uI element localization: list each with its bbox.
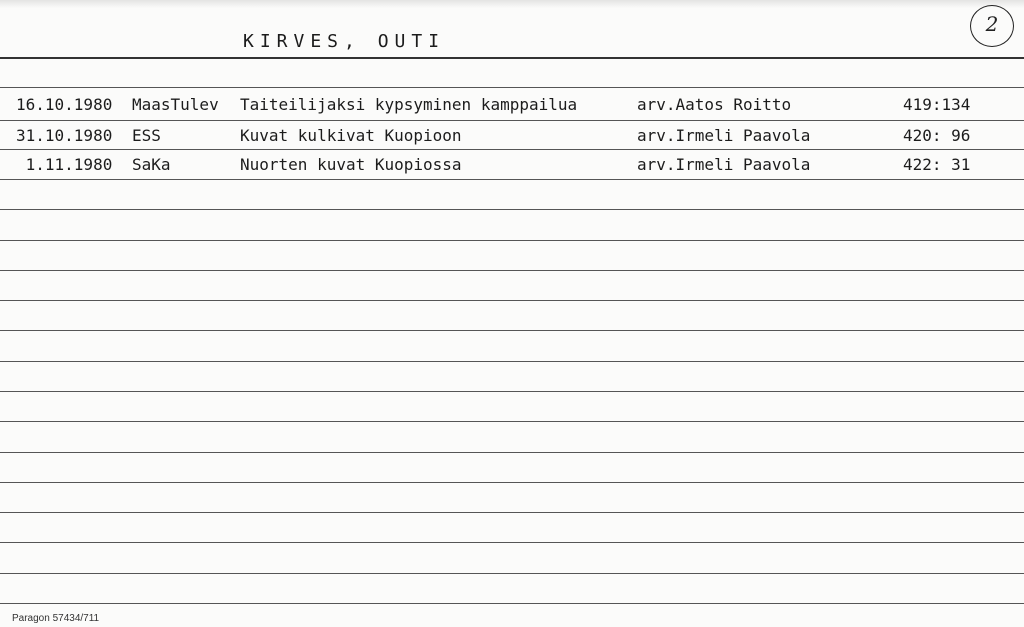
entry-reference: 422: 31 bbox=[903, 155, 971, 174]
ruled-line bbox=[0, 87, 1024, 88]
ruled-line bbox=[0, 270, 1024, 271]
page-number: 2 bbox=[985, 12, 999, 36]
entry-publication: ESS bbox=[132, 126, 161, 145]
ruled-line bbox=[0, 300, 1024, 301]
entry-title: Nuorten kuvat Kuopiossa bbox=[240, 155, 462, 174]
ruled-line bbox=[0, 542, 1024, 543]
entry-row bbox=[0, 95, 1024, 121]
entry-publication: MaasTulev bbox=[132, 95, 219, 114]
ruled-line bbox=[0, 361, 1024, 362]
entry-row bbox=[0, 155, 1024, 181]
ruled-line bbox=[0, 330, 1024, 331]
ruled-line bbox=[0, 512, 1024, 513]
ruled-line bbox=[0, 573, 1024, 574]
ruled-line bbox=[0, 603, 1024, 604]
footer-print-code: Paragon 57434/711 bbox=[12, 613, 100, 624]
top-edge-shadow bbox=[0, 0, 1024, 8]
entry-reference: 419:134 bbox=[903, 95, 971, 114]
ruled-line bbox=[0, 421, 1024, 422]
card-name: KIRVES, OUTI bbox=[243, 31, 446, 52]
entry-reference: 420: 96 bbox=[903, 126, 971, 145]
entry-title: Taiteilijaksi kypsyminen kamppailua bbox=[240, 95, 578, 114]
header-rule bbox=[0, 57, 1024, 59]
entry-critic: arv.Irmeli Paavola bbox=[637, 155, 811, 174]
entry-row bbox=[0, 126, 1024, 152]
entry-date: 1.11.1980 bbox=[16, 155, 113, 174]
page-number-circle bbox=[970, 5, 1014, 47]
entry-publication: SaKa bbox=[132, 155, 171, 174]
entry-date: 16.10.1980 bbox=[16, 95, 113, 114]
ruled-line bbox=[0, 240, 1024, 241]
ruled-line bbox=[0, 391, 1024, 392]
entry-critic: arv.Aatos Roitto bbox=[637, 95, 792, 114]
entry-critic: arv.Irmeli Paavola bbox=[637, 126, 811, 145]
ruled-line bbox=[0, 452, 1024, 453]
ruled-line bbox=[0, 482, 1024, 483]
ruled-line bbox=[0, 209, 1024, 210]
entry-title: Kuvat kulkivat Kuopioon bbox=[240, 126, 462, 145]
entry-date: 31.10.1980 bbox=[16, 126, 113, 145]
